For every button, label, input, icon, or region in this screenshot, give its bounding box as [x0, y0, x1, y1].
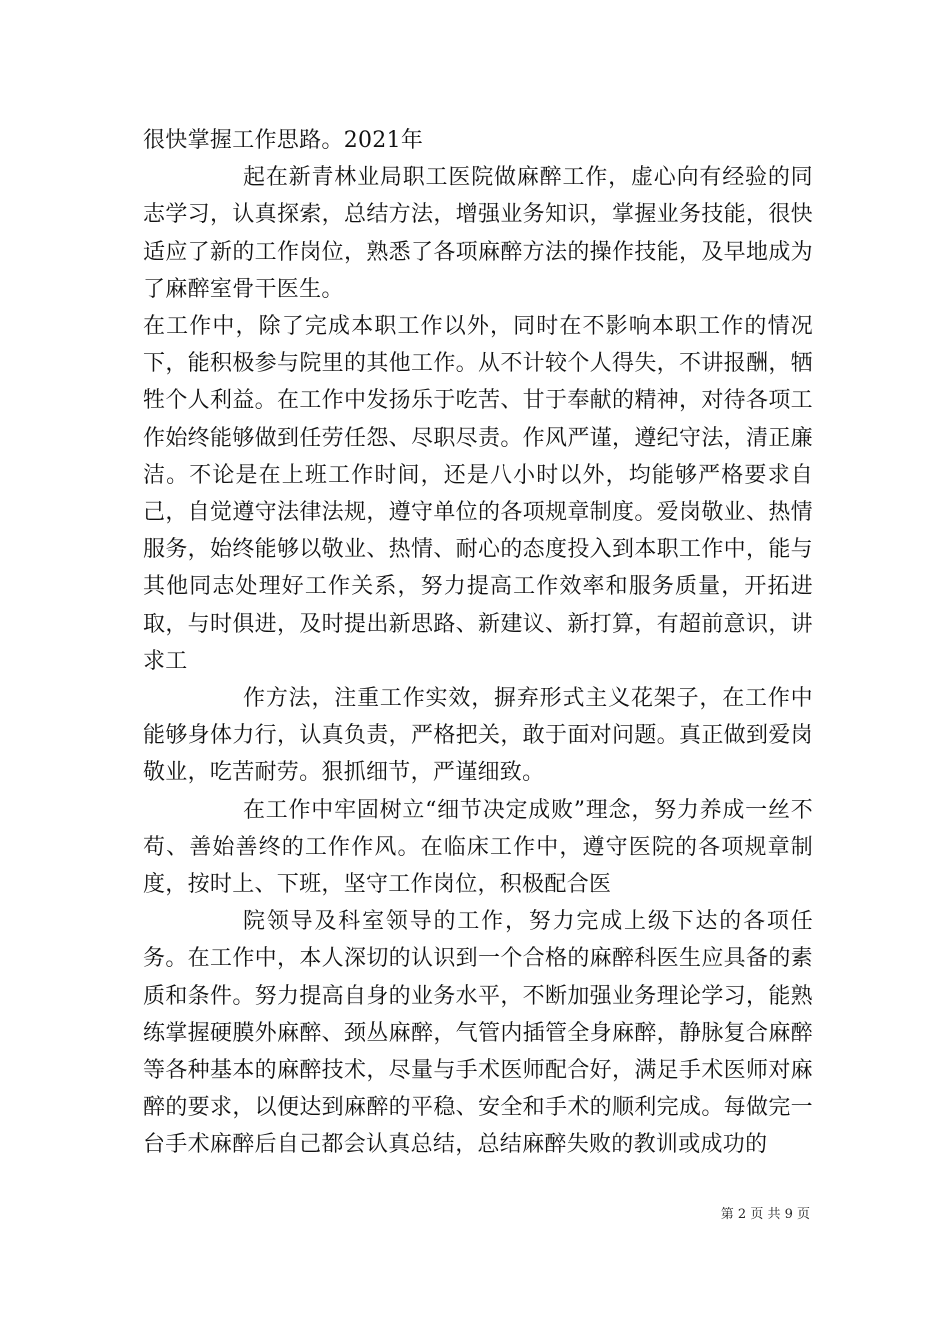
- paragraph-3: 在工作中，除了完成本职工作以外，同时在不影响本职工作的情况下，能积极参与院里的其他工作。从不计较个人得失，不讲报酬，牺牲个人利益。在工作中发扬乐于吃苦、甘于奉献的精神，对待各项工作始终能够做到任劳任怨、尽职尽责。作风严谨，遵纪守法，清正廉洁。不论是在上班工作时间，还是八小时以外，均能够严格要求自己，自觉遵守法律法规，遵守单位的各项规章制度。爱岗敬业、热情服务，始终能够以敬业、热情、耐心的态度投入到本职工作中，能与其他同志处理好工作关系，努力提高工作效率和服务质量，开拓进取，与时俱进，及时提出新思路、新建议、新打算，有超前意识，讲求工: [143, 314, 813, 674]
- paragraph-6: 院领导及科室领导的工作，努力完成上级下达的各项任务。在工作中，本人深切的认识到一个合格的麻醉科医生应具备的素质和条件。努力提高自身的业务水平，不断加强业务理论学习，能熟练掌握硬膜外麻醉、颈丛麻醉，气管内插管全身麻醉，静脉复合麻醉等各种基本的麻醉技术，尽量与手术医师配合好，满足手术医师对麻醉的要求，以便达到麻醉的平稳、安全和手术的顺利完成。每做完一台手术麻醉后自己都会认真总结，总结麻醉失败的教训或成功的: [143, 909, 813, 1158]
- paragraph-1: 很快掌握工作思路。2021年: [143, 128, 424, 153]
- paragraph-5: 在工作中牢固树立“细节决定成败”理念，努力养成一丝不苟、善始善终的工作作风。在临床工作中，遵守医院的各项规章制度，按时上、下班，坚守工作岗位，积极配合医: [143, 797, 813, 898]
- page-number: 第 2 页 共 9 页: [720, 1207, 810, 1222]
- paragraph-4: 作方法，注重工作实效，摒弃形式主义花架子，在工作中能够身体力行，认真负责，严格把关，敢于面对问题。真正做到爱岗敬业，吃苦耐劳。狠抓细节，严谨细致。: [143, 686, 813, 786]
- paragraph-2: 起在新青林业局职工医院做麻醉工作，虚心向有经验的同志学习，认真探索，总结方法，增强业务知识，掌握业务技能，很快适应了新的工作岗位，熟悉了各项麻醉方法的操作技能，及早地成为了麻醉室骨干医生。: [143, 165, 813, 302]
- document-body: [143, 122, 813, 1164]
